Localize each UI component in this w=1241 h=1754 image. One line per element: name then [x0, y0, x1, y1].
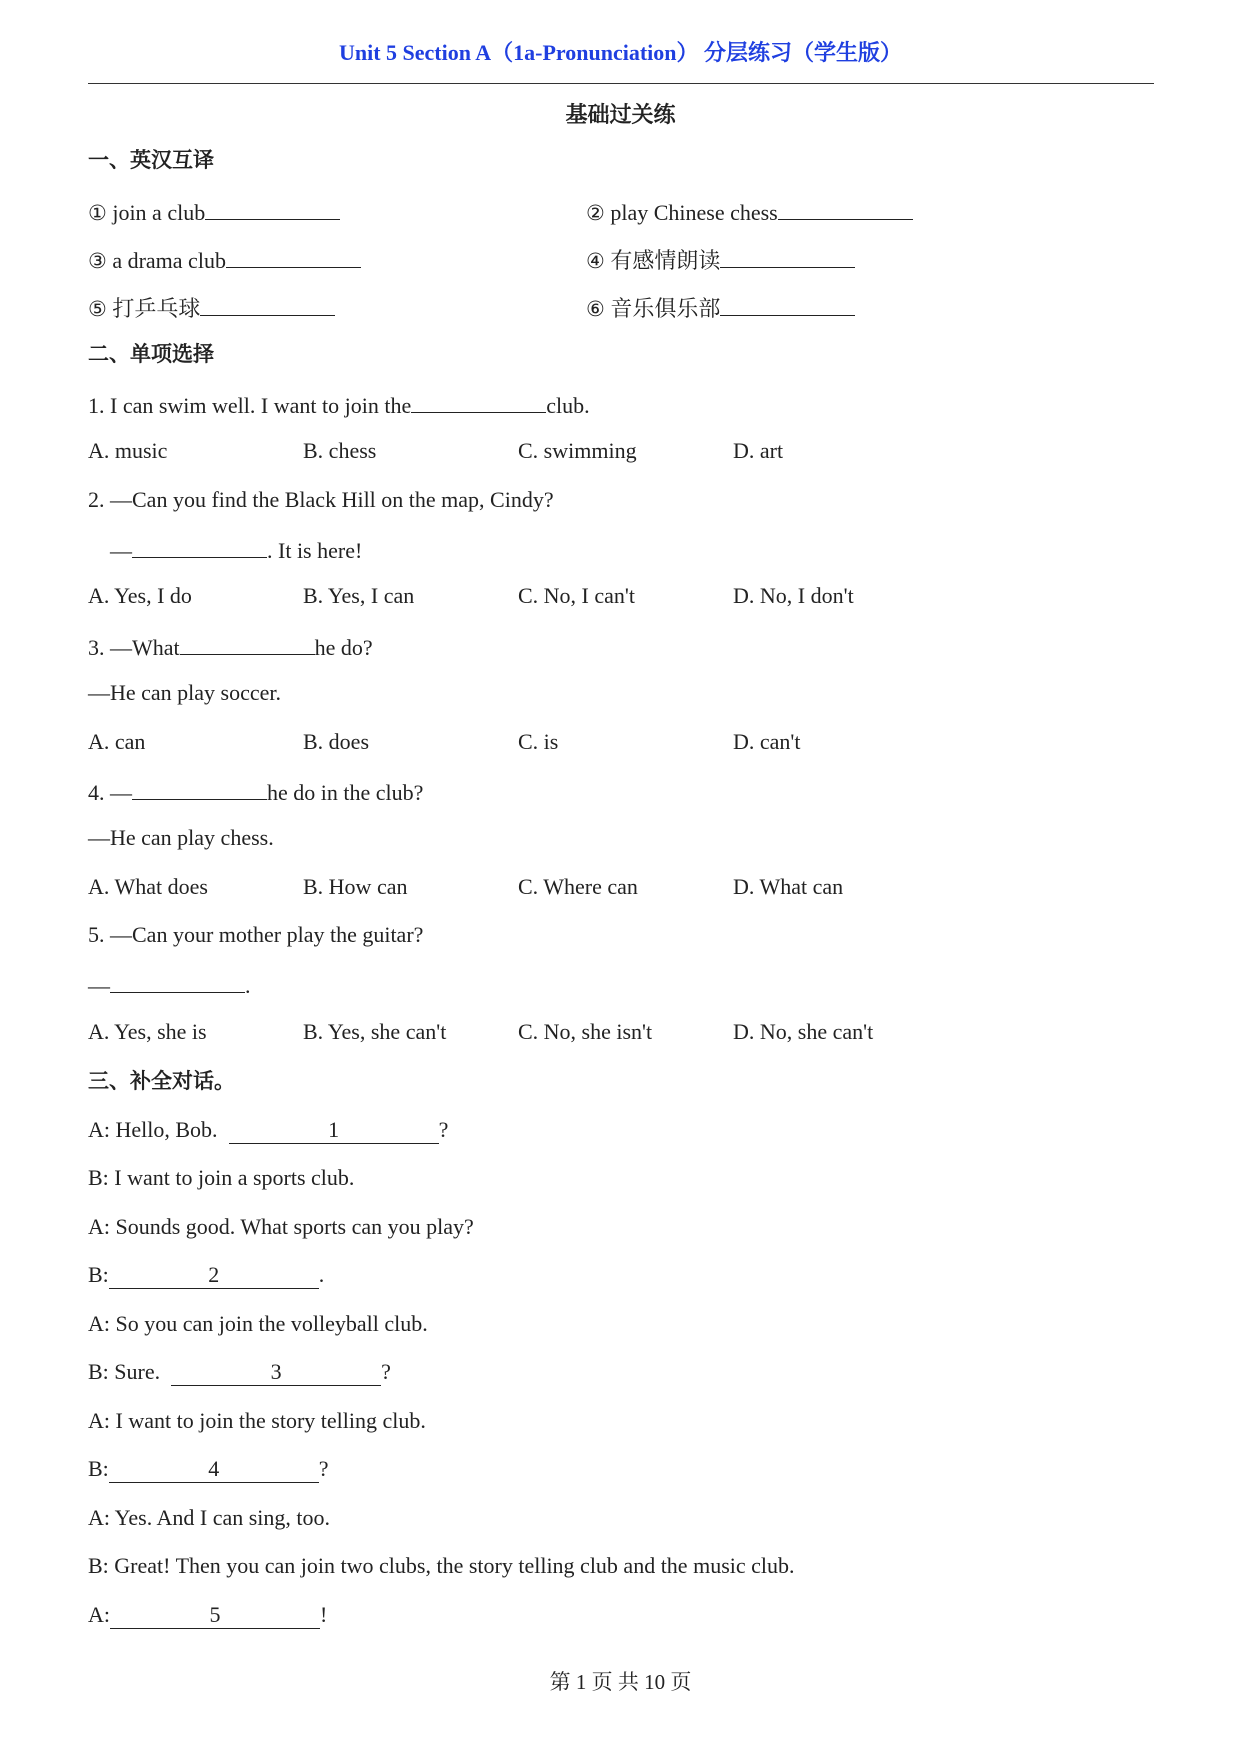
answer-blank[interactable] — [411, 388, 546, 413]
item-text: 打乒乓球 — [112, 296, 201, 321]
dialogue-text: ! — [320, 1602, 328, 1627]
numbered-blank[interactable]: 3 — [171, 1359, 381, 1386]
dialogue-text: . — [318, 1262, 325, 1287]
answer-blank[interactable] — [180, 630, 315, 655]
dialogue-text: A: — [88, 1602, 110, 1627]
answer-blank[interactable] — [720, 291, 855, 316]
question-3-stem — [88, 630, 373, 663]
dialogue-line: A: I want to join the story telling club. — [88, 1408, 426, 1433]
section2-heading: 二、单项选择 — [88, 342, 214, 366]
numbered-blank[interactable]: 2 — [109, 1262, 319, 1289]
section1-heading: 一、英汉互译 — [88, 148, 214, 172]
question-5-response — [88, 968, 251, 1001]
answer-blank[interactable] — [132, 533, 267, 558]
numbered-blank[interactable]: 5 — [110, 1602, 320, 1629]
translation-item-6 — [586, 291, 855, 324]
dialogue-text: ? — [438, 1117, 449, 1142]
option-d[interactable]: D. can't — [733, 729, 801, 754]
option-d[interactable]: D. What can — [733, 874, 844, 899]
dialogue-text: ? — [318, 1456, 329, 1481]
numbered-blank[interactable]: 4 — [109, 1456, 319, 1483]
item-marker: ⑥ — [586, 297, 605, 321]
question-2-response — [110, 533, 362, 566]
translation-item-4 — [586, 243, 855, 276]
translation-item-1 — [88, 195, 340, 228]
option-d[interactable]: D. art — [733, 438, 784, 463]
option-b[interactable]: B. does — [303, 729, 369, 754]
answer-blank[interactable] — [110, 968, 245, 993]
dialogue-line: A: Yes. And I can sing, too. — [88, 1505, 331, 1530]
option-b[interactable]: B. chess — [303, 438, 377, 463]
header-divider — [88, 83, 1154, 84]
stem-text: he do in the club? — [267, 780, 424, 805]
option-a[interactable]: A. music — [88, 438, 168, 463]
item-text: play Chinese chess — [610, 200, 778, 225]
dialogue-line — [88, 1600, 327, 1630]
dialogue-text: A: Hello, Bob. — [88, 1117, 229, 1142]
answer-blank[interactable] — [720, 243, 855, 268]
numbered-blank[interactable]: 1 — [229, 1117, 439, 1144]
dialogue-line: A: Sounds good. What sports can you play? — [88, 1214, 474, 1239]
question-4-stem — [88, 775, 423, 808]
item-marker: ① — [88, 201, 107, 225]
option-a[interactable]: A. Yes, I do — [88, 583, 192, 608]
answer-blank[interactable] — [200, 291, 335, 316]
item-text: 有感情朗读 — [610, 248, 721, 273]
option-b[interactable]: B. Yes, she can't — [303, 1019, 447, 1044]
dialogue-line: A: So you can join the volleyball club. — [88, 1311, 428, 1336]
option-b[interactable]: B. Yes, I can — [303, 583, 415, 608]
answer-blank[interactable] — [226, 243, 361, 268]
translation-item-5 — [88, 291, 335, 324]
stem-text: he do? — [314, 635, 373, 660]
question-1-stem — [88, 388, 590, 421]
option-c[interactable]: C. is — [518, 729, 559, 754]
stem-text: — — [110, 538, 132, 563]
question-3-response: —He can play soccer. — [88, 680, 282, 705]
option-c[interactable]: C. No, she isn't — [518, 1019, 653, 1044]
item-marker: ③ — [88, 249, 107, 273]
stem-text: 1. I can swim well. I want to join the — [88, 393, 412, 418]
option-d[interactable]: D. No, I don't — [733, 583, 854, 608]
dialogue-line — [88, 1115, 448, 1145]
item-text: join a club — [112, 200, 206, 225]
dialogue-line — [88, 1260, 324, 1290]
section3-heading: 三、补全对话。 — [88, 1069, 235, 1093]
dialogue-line — [88, 1454, 329, 1484]
stem-text: . It is here! — [267, 538, 363, 563]
translation-item-3 — [88, 243, 361, 276]
option-c[interactable]: C. Where can — [518, 874, 638, 899]
answer-blank[interactable] — [132, 775, 267, 800]
question-5-stem: 5. —Can your mother play the guitar? — [88, 922, 424, 947]
question-4-response: —He can play chess. — [88, 825, 274, 850]
answer-blank[interactable] — [778, 195, 913, 220]
option-d[interactable]: D. No, she can't — [733, 1019, 874, 1044]
answer-blank[interactable] — [205, 195, 340, 220]
stem-text: 4. — — [88, 780, 132, 805]
item-marker: ② — [586, 201, 605, 225]
option-c[interactable]: C. No, I can't — [518, 583, 635, 608]
dialogue-text: B: — [88, 1456, 109, 1481]
item-marker: ⑤ — [88, 297, 107, 321]
dialogue-line: B: Great! Then you can join two clubs, the story telling club and the music club. — [88, 1553, 795, 1578]
option-a[interactable]: A. What does — [88, 874, 208, 899]
item-text: 音乐俱乐部 — [610, 296, 721, 321]
item-marker: ④ — [586, 249, 605, 273]
dialogue-text: B: Sure. — [88, 1359, 172, 1384]
stem-text: club. — [546, 393, 590, 418]
option-b[interactable]: B. How can — [303, 874, 408, 899]
stem-text: . — [245, 973, 251, 998]
dialogue-text: ? — [381, 1359, 391, 1384]
translation-item-2 — [586, 195, 913, 228]
document-header-title: Unit 5 Section A（1a-Pronunciation） 分层练习（学生版） — [338, 40, 903, 65]
option-a[interactable]: A. can — [88, 729, 146, 754]
page-footer: 第 1 页 共 10 页 — [549, 1670, 692, 1694]
question-2-stem: 2. —Can you find the Black Hill on the map, Cindy? — [88, 487, 554, 512]
page-subtitle: 基础过关练 — [565, 102, 676, 127]
item-text: a drama club — [112, 248, 226, 273]
dialogue-line: B: I want to join a sports club. — [88, 1165, 355, 1190]
dialogue-text: B: — [88, 1262, 109, 1287]
stem-text: — — [88, 973, 110, 998]
option-a[interactable]: A. Yes, she is — [88, 1019, 207, 1044]
option-c[interactable]: C. swimming — [518, 438, 637, 463]
stem-text: 3. —What — [88, 635, 180, 660]
dialogue-line — [88, 1357, 391, 1387]
